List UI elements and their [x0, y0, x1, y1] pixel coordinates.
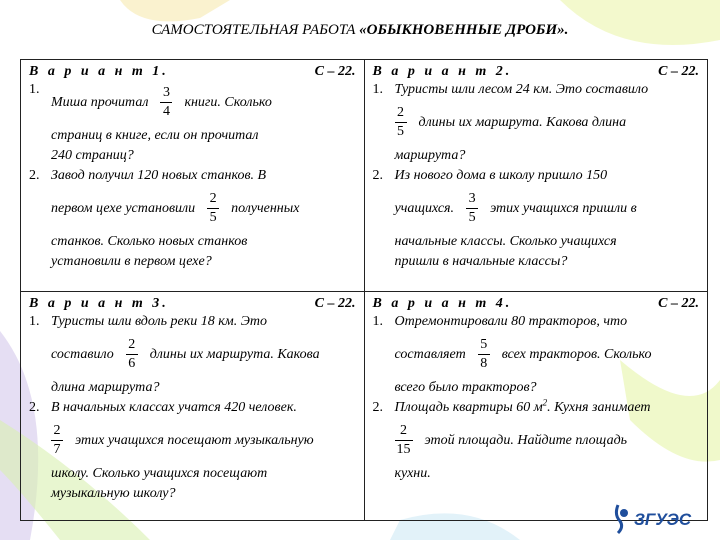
variant-4-cell — [364, 292, 708, 521]
variant-4-problem-1: 1. Отремонтировали 80 тракторов, что составляет $\frac{5}{8}$ всех тракторов. Сколько всего было тракторов? — [372, 314, 652, 395]
variant-4-problem-2: 2. Площадь квартиры 60 $м^2$. Кухня занимает $\frac{2}{15}$ этой площади. Найдите площадь кухни. — [372, 397, 651, 481]
variant-1-problem-1: 1. Миша прочитал $\frac{3}{4}$ книги. Сколько страниц в книге, если он прочитал 240 страниц? — [29, 82, 272, 163]
title-prefix: САМОСТОЯТЕЛЬНАЯ РАБОТА — [151, 22, 356, 38]
variant-3-label: В а р и а н т 3. — [29, 296, 169, 311]
university-logo — [612, 501, 704, 535]
variant-1-label: В а р и а н т 1. — [29, 64, 169, 79]
fraction: $\frac{2}{5}$ — [395, 105, 407, 140]
variant-3-cell — [21, 292, 365, 521]
fraction: $\frac{3}{4}$ — [160, 85, 172, 120]
variant-3-problem-2: 2. В начальных классах учатся 420 человек. $\frac{2}{7}$ этих учащихся посещают музыкальную школу. Сколько учащихся посещают музыкальную школу? — [29, 400, 314, 501]
page-title — [0, 22, 720, 39]
variant-1-header — [29, 64, 356, 80]
variant-4-label: В а р и а н т 4. — [372, 296, 513, 311]
variant-4-header — [373, 296, 700, 312]
variant-1-problem-2: 2. Завод получил 120 новых станков. В первом цехе установили $\frac{2}{5}$ полученных станков. Сколько новых станков установили в первом цехе? — [29, 168, 300, 269]
variant-2-label: В а р и а н т 2. — [372, 64, 513, 79]
fraction: $\frac{2}{15}$ — [396, 423, 411, 458]
variant-2-problem-2: 2. Из нового дома в школу пришло 150 учащихся. $\frac{3}{5}$ этих учащихся пришли в начальные классы. Сколько учащихся пришли в начальные классы? — [372, 168, 637, 269]
variant-2-header — [373, 64, 700, 80]
variant-3-code: С – 22. — [314, 296, 356, 311]
variant-3-problem-1: 1. Туристы шли вдоль реки 18 км. Это составило $\frac{2}{6}$ длины их маршрута. Какова длина маршрута? — [29, 314, 320, 395]
fraction: $\frac{5}{8}$ — [478, 337, 490, 372]
variant-1-code: С – 22. — [314, 64, 356, 79]
logo-emblem — [616, 505, 621, 533]
fraction: $\frac{2}{7}$ — [51, 423, 63, 458]
variant-1-cell — [21, 60, 365, 292]
variant-4-code: С – 22. — [658, 296, 699, 311]
variant-2-code: С – 22. — [658, 64, 699, 79]
title-topic: «ОБЫКНОВЕННЫЕ ДРОБИ». — [359, 22, 569, 38]
variant-3-header — [29, 296, 356, 312]
variant-2-cell — [364, 60, 708, 292]
logo-text: ЗГУЭС — [634, 510, 692, 529]
fraction: $\frac{2}{6}$ — [126, 337, 138, 372]
fraction: $\frac{3}{5}$ — [466, 191, 478, 226]
fraction: $\frac{2}{5}$ — [207, 191, 219, 226]
variant-2-problem-1: 1. Туристы шли лесом 24 км. Это составило $\frac{2}{5}$ длины их маршрута. Какова длина маршрута? — [372, 82, 649, 163]
variants-table — [20, 59, 708, 521]
